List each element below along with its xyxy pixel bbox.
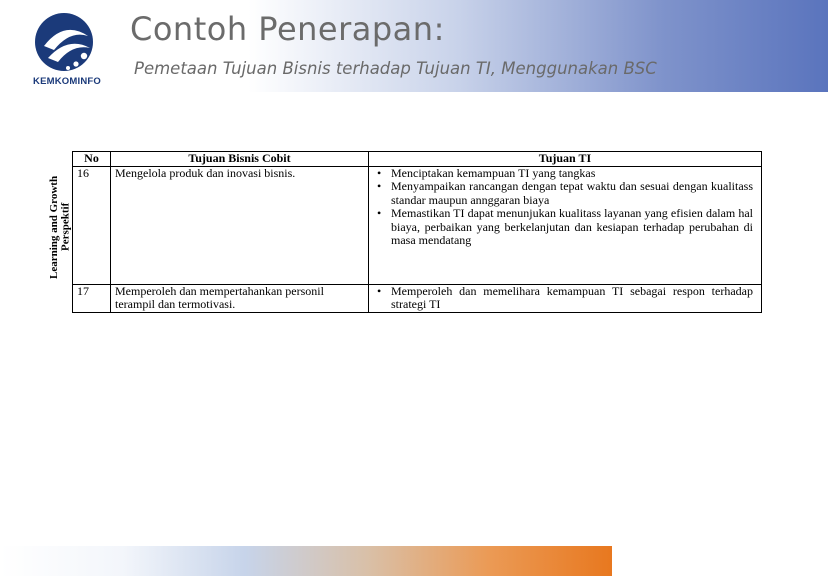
tujuan-ti-list <box>373 285 757 312</box>
perspective-label <box>48 152 72 302</box>
list-item: • Memastikan TI dapat menunjukan kualitass layanan yang efisien dalam hal biaya, perbaikan yang berkelanjutan dan kesiapan terhadap perubahan di masa mendatang <box>373 207 757 248</box>
column-header-bisnis: Tujuan Bisnis Cobit <box>111 152 369 167</box>
perspective-label-text: Learning and Growth Perspektif <box>47 175 71 279</box>
tujuan-bisnis-cell: Memperoleh dan mempertahankan personil terampil dan termotivasi. <box>111 284 369 312</box>
kemkominfo-emblem-icon <box>24 6 110 76</box>
list-item: • Menyampaikan rancangan dengan tepat waktu dan sesuai dengan kualitass standar maupun annggaran biaya <box>373 180 757 207</box>
footer-band <box>0 546 612 576</box>
page-title: Contoh Penerapan: <box>130 10 445 48</box>
table-row <box>73 166 762 284</box>
list-item: • Menciptakan kemampuan TI yang tangkas <box>373 167 757 181</box>
column-header-ti: Tujuan TI <box>369 152 762 167</box>
list-item: • Memperoleh dan memelihara kemampuan TI sebagai respon terhadap strategi TI <box>373 285 757 312</box>
row-number: 16 <box>73 166 111 284</box>
table-header-row <box>73 152 762 167</box>
tujuan-ti-list <box>373 167 757 248</box>
kemkominfo-logo <box>24 6 110 90</box>
mapping-table <box>72 151 762 313</box>
tujuan-bisnis-cell: Mengelola produk dan inovasi bisnis. <box>111 166 369 284</box>
tujuan-ti-cell <box>369 284 762 312</box>
column-header-no: No <box>73 152 111 167</box>
tujuan-ti-cell <box>369 166 762 284</box>
logo-text: KEMKOMINFO <box>33 76 101 87</box>
row-number: 17 <box>73 284 111 312</box>
table-row <box>73 284 762 312</box>
page-subtitle: Pemetaan Tujuan Bisnis terhadap Tujuan TI, Menggunakan BSC <box>134 59 657 78</box>
